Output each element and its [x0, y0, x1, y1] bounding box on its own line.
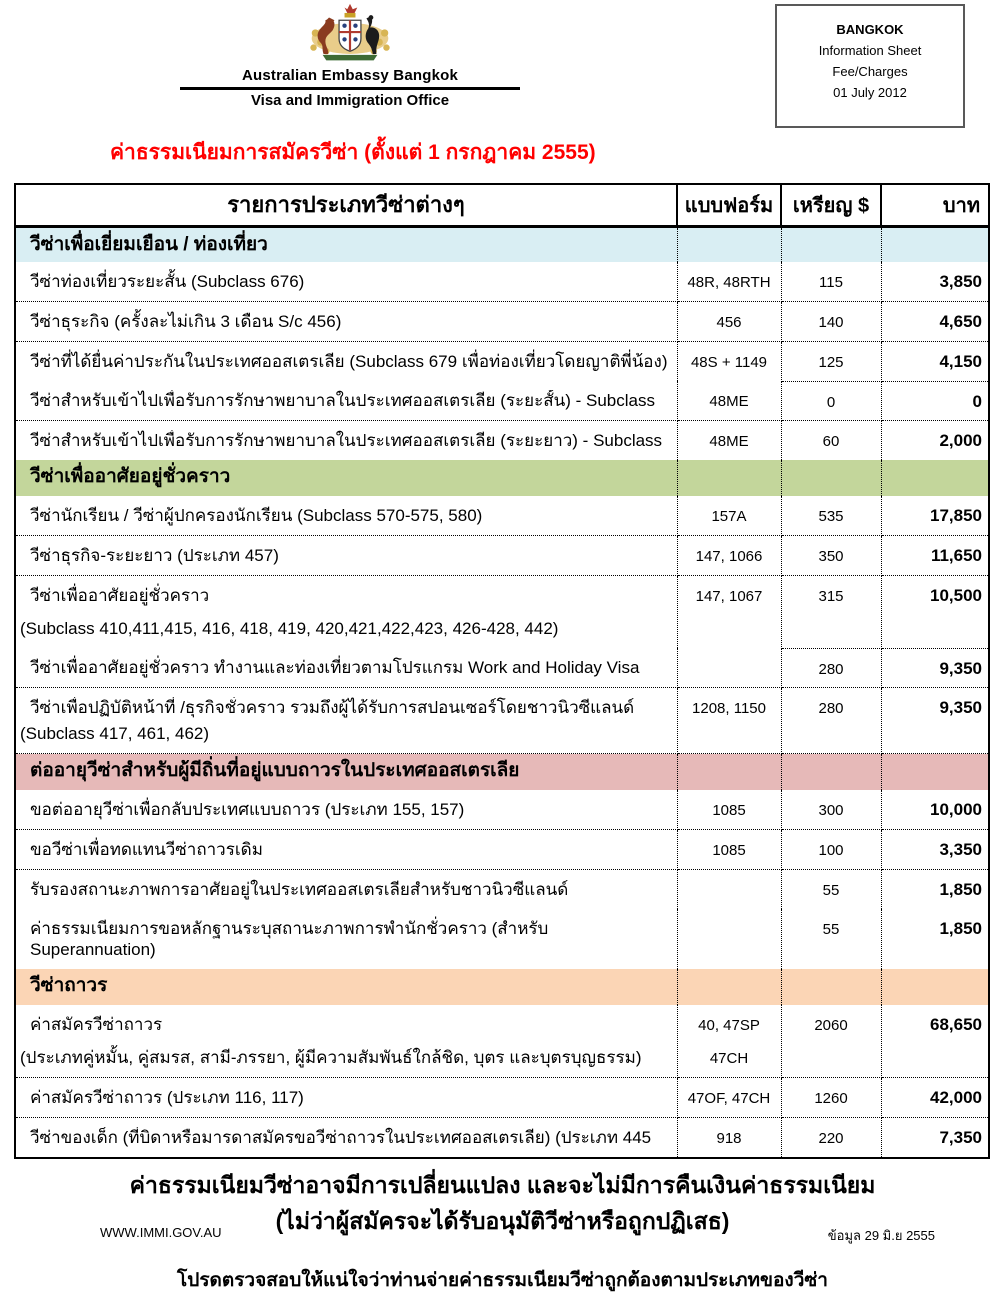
section-cell — [677, 754, 781, 790]
section-label: วีซ่าเพื่ออาศัยอยู่ชั่วคราว — [15, 460, 677, 496]
usd-fee-cell: 115 — [781, 262, 881, 302]
fee-table-header-row — [15, 184, 989, 226]
form-cell — [677, 869, 781, 909]
visa-type-cell: วีซ่านักเรียน / วีซ่าผู้ปกครองนักเรียน (Subclass 570-575, 580) — [15, 496, 677, 536]
fee-row — [15, 869, 989, 909]
embassy-header-block — [155, 2, 545, 109]
fee-row — [15, 536, 989, 576]
fee-row — [15, 381, 989, 421]
baht-fee-cell: 0 — [881, 381, 989, 421]
section-label: วีซ่าถาวร — [15, 969, 677, 1005]
visa-type-cell: รับรองสถานะภาพการอาศัยอยู่ในประเทศออสเตรเลียสำหรับชาวนิวซีแลนด์ — [15, 869, 677, 909]
form-cell: 48R, 48RTH — [677, 262, 781, 302]
visa-type-cell: วีซ่าท่องเที่ยวระยะสั้น (Subclass 676) — [15, 262, 677, 302]
baht-fee-cell: 3,850 — [881, 262, 989, 302]
usd-fee-cell: 60 — [781, 421, 881, 461]
visa-type-cell: วีซ่าเพื่อปฏิบัติหน้าที่ /ธุรกิจชั่วคราว รวมถึงผู้ได้รับการสปอนเซอร์โดยชาวนิวซีแลนด์ (Subclass 417, 461, 462) — [15, 688, 677, 754]
form-cell: 147, 1066 — [677, 536, 781, 576]
visa-type-cell: วีซ่าเพื่ออาศัยอยู่ชั่วคราว (Subclass 410,411,415, 416, 418, 419, 420,421,422,423, 426-428, 442) — [15, 576, 677, 649]
form-cell: 47OF, 47CH — [677, 1077, 781, 1117]
baht-fee-cell: 9,350 — [881, 688, 989, 754]
visa-type-cell: วีซ่าที่ได้ยื่นค่าประกันในประเทศออสเตรเลีย (Subclass 679 เพื่อท่องเที่ยวโดยญาติพี่น้อง) — [15, 342, 677, 382]
form-cell: 40, 47SP 47CH — [677, 1005, 781, 1078]
fee-row — [15, 688, 989, 754]
usd-fee-cell: 315 — [781, 576, 881, 649]
form-cell: 147, 1067 — [677, 576, 781, 649]
form-cell: 1085 — [677, 829, 781, 869]
note-line-1: ค่าธรรมเนียมวีซ่าอาจมีการเปลี่ยนแปลง และจะไม่มีการคืนเงินค่าธรรมเนียม — [129, 1171, 876, 1198]
fee-table — [14, 183, 990, 1159]
section-row-blue — [15, 226, 989, 262]
fee-row — [15, 1117, 989, 1158]
fee-row — [15, 1005, 989, 1078]
fee-row — [15, 421, 989, 461]
usd-fee-cell: 55 — [781, 909, 881, 969]
visa-type-cell: วีซ่าเพื่ออาศัยอยู่ชั่วคราว ทำงานและท่องเที่ยวตามโปรแกรม Work and Holiday Visa — [15, 648, 677, 688]
form-cell: 48ME — [677, 421, 781, 461]
fee-row — [15, 909, 989, 969]
section-cell — [781, 226, 881, 262]
info-box-date: 01 July 2012 — [833, 85, 907, 100]
usd-fee-cell: 125 — [781, 342, 881, 382]
visa-type-cell: วีซ่าสำหรับเข้าไปเพื่อรับการรักษาพยาบาลในประเทศออสเตรเลีย (ระยะยาว) - Subclass — [15, 421, 677, 461]
baht-fee-cell: 4,650 — [881, 302, 989, 342]
page-footer — [0, 1225, 1005, 1246]
note-line-2: (ไม่ว่าผู้สมัครจะได้รับอนุมัติวีซ่าหรือถูกปฏิเสธ) — [275, 1207, 730, 1234]
fee-row — [15, 790, 989, 830]
info-box-sheet: Information Sheet — [818, 43, 922, 58]
visa-type-cell: วีซ่าสำหรับเข้าไปเพื่อรับการรักษาพยาบาลในประเทศออสเตรเลีย (ระยะสั้น) - Subclass — [15, 381, 677, 421]
visa-type-cell: ขอต่ออายุวีซ่าเพื่อกลับประเทศแบบถาวร (ประเภท 155, 157) — [15, 790, 677, 830]
baht-fee-cell: 68,650 — [881, 1005, 989, 1078]
visa-type-cell: วีซ่าธุรกิจ-ระยะยาว (ประเภท 457) — [15, 536, 677, 576]
baht-fee-cell: 10,000 — [881, 790, 989, 830]
column-header-visa-type: รายการประเภทวีซ่าต่างๆ — [15, 184, 677, 226]
fee-row — [15, 496, 989, 536]
fee-row — [15, 576, 989, 649]
form-cell: 456 — [677, 302, 781, 342]
baht-fee-cell: 3,350 — [881, 829, 989, 869]
baht-fee-cell: 2,000 — [939, 431, 982, 450]
visa-type-cell: ค่าสมัครวีซ่าถาวร (ประเภท 116, 117) — [15, 1077, 677, 1117]
form-cell: 918 — [677, 1117, 781, 1158]
usd-fee-cell: 280 — [781, 648, 881, 688]
baht-fee-cell: 1,850 — [939, 918, 982, 938]
usd-fee-cell: 140 — [781, 302, 881, 342]
section-cell — [881, 969, 989, 1005]
visa-type-cell: ค่าสมัครวีซ่าถาวร (ประเภทคู่หมั้น, คู่สมรส, สามี-ภรรยา, ผู้มีความสัมพันธ์ใกล้ชิด, บุตร และบุตรบุญธรรม) — [15, 1005, 677, 1078]
fee-row — [15, 1077, 989, 1117]
usd-fee-cell: 535 — [781, 496, 881, 536]
visa-type-cell: ขอวีซ่าเพื่อทดแทนวีซ่าถาวรเดิม — [15, 829, 677, 869]
usd-fee-cell: 280 — [781, 688, 881, 754]
section-cell — [677, 969, 781, 1005]
usd-fee-cell: 2060 — [781, 1005, 881, 1078]
info-box-fee: Fee/Charges — [832, 64, 908, 79]
usd-fee-cell: 1260 — [781, 1077, 881, 1117]
info-box-city: BANGKOK — [836, 22, 904, 37]
section-row-pink — [15, 754, 989, 790]
form-cell — [677, 648, 781, 688]
section-cell — [781, 460, 881, 496]
info-box — [775, 4, 965, 128]
form-cell: 1208, 1150 — [677, 688, 781, 754]
baht-fee-cell: 10,500 — [881, 576, 989, 649]
baht-fee-cell: 1,850 — [939, 879, 982, 899]
section-cell — [881, 226, 989, 262]
fee-table-body — [15, 226, 989, 1158]
form-cell: 1085 — [677, 790, 781, 830]
visa-type-cell: ค่าธรรมเนียมการขอหลักฐานระบุสถานะภาพการพำนักชั่วคราว (สำหรับ Superannuation) — [15, 909, 677, 969]
australian-coat-of-arms-icon — [304, 2, 396, 64]
section-cell — [881, 754, 989, 790]
note-line-3: โปรดตรวจสอบให้แน่ใจว่าท่านจ่ายค่าธรรมเนียมวีซ่าถูกต้องตามประเภทของวีซ่า — [177, 1269, 828, 1291]
page-header — [0, 0, 1005, 183]
section-cell — [781, 754, 881, 790]
baht-fee-cell: 9,350 — [881, 648, 989, 688]
section-label: วีซ่าเพื่อเยี่ยมเยือน / ท่องเที่ยว — [15, 226, 677, 262]
section-cell — [677, 460, 781, 496]
section-label: ต่ออายุวีซ่าสำหรับผู้มีถิ่นที่อยู่แบบถาวรในประเทศออสเตรเลีย — [15, 754, 677, 790]
page-title: ค่าธรรมเนียมการสมัครวีซ่า (ตั้งแต่ 1 กรกฎาคม 2555) — [110, 141, 596, 164]
fee-row — [15, 262, 989, 302]
baht-fee-cell: 42,000 — [881, 1077, 989, 1117]
usd-fee-cell: 220 — [781, 1117, 881, 1158]
section-cell — [677, 226, 781, 262]
column-header-usd: เหรียญ $ — [781, 184, 881, 226]
baht-fee-cell: 4,150 — [881, 342, 989, 382]
office-name: Visa and Immigration Office — [250, 92, 450, 109]
fee-row — [15, 302, 989, 342]
fee-row — [15, 648, 989, 688]
header-divider — [180, 87, 520, 90]
form-cell — [677, 909, 781, 969]
fee-row — [15, 829, 989, 869]
section-row-orange — [15, 969, 989, 1005]
section-cell — [781, 969, 881, 1005]
section-cell — [881, 460, 989, 496]
footer-website: WWW.IMMI.GOV.AU — [100, 1225, 222, 1240]
usd-fee-cell: 100 — [781, 829, 881, 869]
column-header-baht: บาท — [881, 184, 989, 226]
usd-fee-cell: 300 — [781, 790, 881, 830]
fee-row — [15, 342, 989, 382]
usd-fee-cell: 0 — [781, 381, 881, 421]
form-cell: 157A — [677, 496, 781, 536]
column-header-form: แบบฟอร์ม — [677, 184, 781, 226]
form-cell: 48ME — [677, 381, 781, 421]
visa-type-cell: วีซ่าของเด็ก (ที่บิดาหรือมารดาสมัครขอวีซ่าถาวรในประเทศออสเตรเลีย) (ประเภท 445 — [15, 1117, 677, 1158]
baht-fee-cell: 17,850 — [881, 496, 989, 536]
footer-data-date: ข้อมูล 29 มิ.ย 2555 — [827, 1228, 935, 1243]
visa-type-cell: วีซ่าธุระกิจ (ครั้งละไม่เกิน 3 เดือน S/c 456) — [15, 302, 677, 342]
usd-fee-cell: 55 — [781, 869, 881, 909]
baht-fee-cell: 11,650 — [881, 536, 989, 576]
section-row-green — [15, 460, 989, 496]
form-cell: 48S + 1149 — [677, 342, 781, 382]
embassy-name: Australian Embassy Bangkok — [241, 67, 459, 84]
baht-fee-cell: 7,350 — [939, 1127, 982, 1147]
usd-fee-cell: 350 — [781, 536, 881, 576]
